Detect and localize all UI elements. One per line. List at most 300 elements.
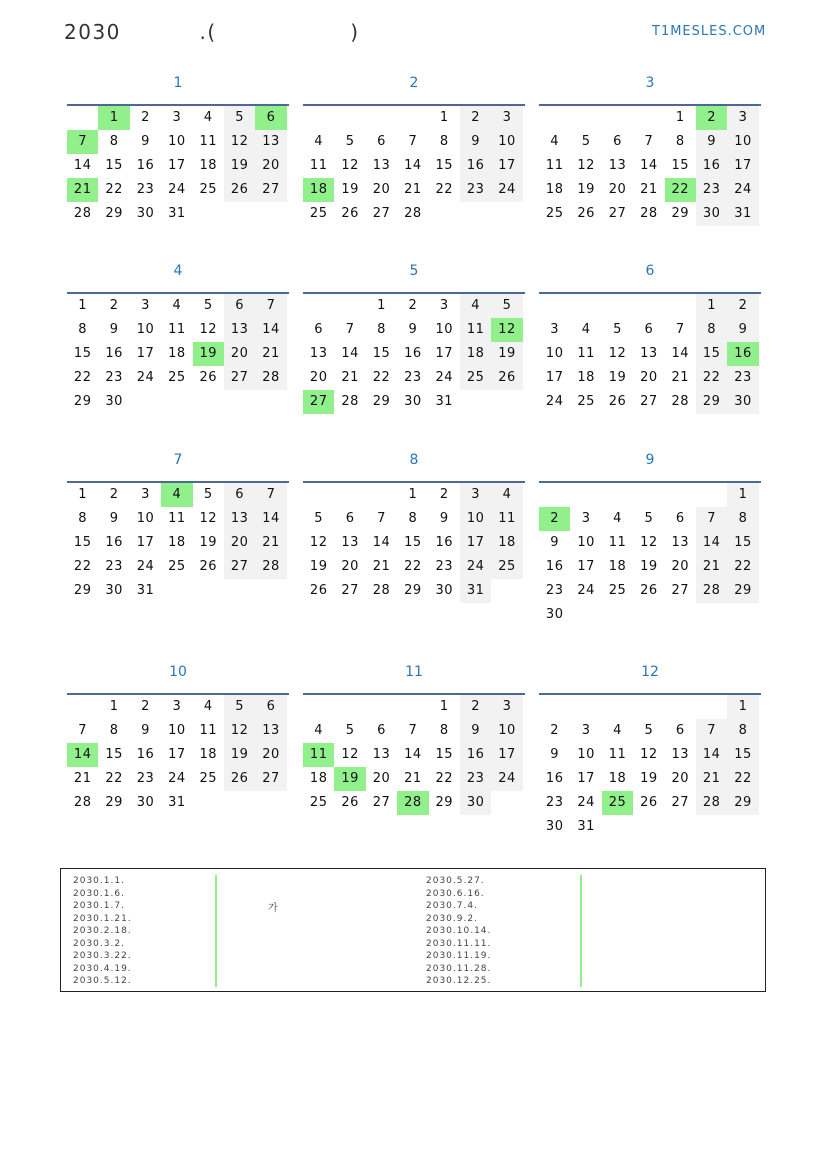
day-cell[interactable]: 26 — [491, 366, 522, 390]
day-cell[interactable]: 29 — [105, 795, 123, 810]
day-cell[interactable]: 24 — [460, 555, 491, 579]
day-cell[interactable]: 12 — [224, 130, 255, 154]
day-cell[interactable]: 30 — [136, 206, 155, 221]
day-cell[interactable]: 23 — [136, 182, 155, 197]
day-cell[interactable]: 21 — [696, 767, 727, 791]
day-cell[interactable]: 13 — [608, 158, 627, 173]
day-cell[interactable]: 29 — [404, 583, 422, 598]
day-cell[interactable]: 27 — [224, 555, 255, 579]
day-cell[interactable]: 29 — [73, 583, 92, 598]
day-cell[interactable]: 5 — [613, 322, 622, 337]
day-cell[interactable]: 30 — [545, 819, 564, 834]
day-cell[interactable]: 31 — [577, 819, 595, 834]
holiday-day-cell[interactable]: 14 — [67, 743, 98, 767]
day-cell[interactable]: 14 — [372, 535, 391, 550]
day-cell[interactable]: 18 — [199, 747, 218, 762]
day-cell[interactable]: 4 — [550, 134, 560, 149]
day-cell[interactable]: 9 — [109, 322, 119, 337]
day-cell[interactable]: 25 — [460, 366, 491, 390]
day-cell[interactable]: 11 — [577, 346, 595, 361]
day-cell[interactable]: 19 — [341, 182, 359, 197]
day-cell[interactable]: 5 — [345, 723, 355, 738]
holiday-day-cell[interactable]: 1 — [98, 106, 129, 130]
day-cell[interactable]: 16 — [460, 154, 491, 178]
day-cell[interactable]: 8 — [78, 511, 88, 526]
day-cell[interactable]: 13 — [671, 535, 690, 550]
day-cell[interactable]: 9 — [550, 747, 560, 762]
day-cell[interactable]: 18 — [545, 182, 564, 197]
day-cell[interactable]: 17 — [460, 531, 491, 555]
day-cell[interactable]: 27 — [224, 366, 255, 390]
day-cell[interactable]: 9 — [727, 318, 758, 342]
day-cell[interactable]: 21 — [696, 555, 727, 579]
day-cell[interactable]: 14 — [404, 747, 422, 762]
day-cell[interactable]: 11 — [491, 507, 522, 531]
day-cell[interactable]: 17 — [168, 158, 186, 173]
day-cell[interactable]: 9 — [141, 134, 150, 149]
holiday-day-cell[interactable]: 28 — [397, 791, 428, 815]
day-cell[interactable]: 22 — [105, 771, 123, 786]
day-cell[interactable]: 8 — [109, 723, 119, 738]
day-cell[interactable]: 10 — [545, 346, 564, 361]
day-cell[interactable]: 26 — [608, 394, 627, 409]
day-cell[interactable]: 28 — [255, 555, 286, 579]
day-cell[interactable]: 16 — [105, 346, 123, 361]
day-cell[interactable]: 30 — [105, 394, 123, 409]
day-cell[interactable]: 10 — [168, 134, 186, 149]
day-cell[interactable]: 18 — [608, 559, 627, 574]
day-cell[interactable]: 25 — [168, 370, 186, 385]
day-cell[interactable]: 26 — [640, 795, 658, 810]
day-cell[interactable]: 30 — [696, 202, 727, 226]
day-cell[interactable]: 9 — [696, 130, 727, 154]
day-cell[interactable]: 7 — [408, 134, 418, 149]
day-cell[interactable]: 7 — [255, 294, 286, 318]
day-cell[interactable]: 18 — [168, 346, 186, 361]
day-cell[interactable]: 14 — [255, 507, 286, 531]
day-cell[interactable]: 16 — [545, 771, 564, 786]
day-cell[interactable]: 7 — [408, 723, 418, 738]
day-cell[interactable]: 31 — [168, 795, 186, 810]
day-cell[interactable]: 16 — [105, 535, 123, 550]
day-cell[interactable]: 10 — [136, 322, 155, 337]
day-cell[interactable]: 2 — [460, 695, 491, 719]
day-cell[interactable]: 3 — [727, 106, 758, 130]
day-cell[interactable]: 27 — [341, 583, 359, 598]
day-cell[interactable]: 9 — [550, 535, 560, 550]
day-cell[interactable]: 5 — [581, 134, 591, 149]
day-cell[interactable]: 9 — [439, 511, 449, 526]
day-cell[interactable]: 10 — [491, 719, 522, 743]
day-cell[interactable]: 8 — [439, 723, 449, 738]
day-cell[interactable]: 27 — [255, 178, 286, 202]
day-cell[interactable]: 7 — [345, 322, 355, 337]
day-cell[interactable]: 20 — [671, 771, 690, 786]
day-cell[interactable]: 13 — [224, 507, 255, 531]
day-cell[interactable]: 1 — [675, 110, 685, 125]
day-cell[interactable]: 29 — [727, 791, 758, 815]
day-cell[interactable]: 1 — [439, 699, 449, 714]
holiday-day-cell[interactable]: 4 — [161, 483, 192, 507]
day-cell[interactable]: 7 — [78, 723, 88, 738]
day-cell[interactable]: 5 — [644, 723, 654, 738]
day-cell[interactable]: 13 — [341, 535, 359, 550]
day-cell[interactable]: 24 — [577, 795, 595, 810]
day-cell[interactable]: 4 — [203, 110, 213, 125]
day-cell[interactable]: 23 — [696, 178, 727, 202]
day-cell[interactable]: 15 — [435, 747, 454, 762]
day-cell[interactable]: 11 — [309, 158, 328, 173]
day-cell[interactable]: 21 — [404, 771, 422, 786]
holiday-day-cell[interactable]: 7 — [67, 130, 98, 154]
holiday-day-cell[interactable]: 6 — [255, 106, 286, 130]
day-cell[interactable]: 22 — [696, 366, 727, 390]
day-cell[interactable]: 12 — [309, 535, 328, 550]
day-cell[interactable]: 3 — [550, 322, 560, 337]
day-cell[interactable]: 28 — [696, 579, 727, 603]
day-cell[interactable]: 24 — [168, 182, 186, 197]
day-cell[interactable]: 29 — [727, 579, 758, 603]
day-cell[interactable]: 6 — [255, 695, 286, 719]
day-cell[interactable]: 3 — [581, 723, 591, 738]
holiday-day-cell[interactable]: 22 — [665, 178, 696, 202]
day-cell[interactable]: 1 — [727, 483, 758, 507]
day-cell[interactable]: 31 — [168, 206, 186, 221]
day-cell[interactable]: 17 — [577, 771, 595, 786]
day-cell[interactable]: 25 — [199, 771, 218, 786]
day-cell[interactable]: 2 — [439, 487, 449, 502]
holiday-day-cell[interactable]: 18 — [303, 178, 334, 202]
day-cell[interactable]: 3 — [141, 298, 150, 313]
day-cell[interactable]: 16 — [545, 559, 564, 574]
day-cell[interactable]: 2 — [141, 699, 150, 714]
day-cell[interactable]: 15 — [105, 747, 123, 762]
day-cell[interactable]: 21 — [73, 771, 92, 786]
day-cell[interactable]: 11 — [199, 134, 218, 149]
day-cell[interactable]: 2 — [109, 487, 119, 502]
day-cell[interactable]: 14 — [640, 158, 658, 173]
day-cell[interactable]: 7 — [696, 719, 727, 743]
day-cell[interactable]: 30 — [435, 583, 454, 598]
day-cell[interactable]: 1 — [109, 699, 119, 714]
day-cell[interactable]: 14 — [341, 346, 359, 361]
holiday-day-cell[interactable]: 2 — [539, 507, 570, 531]
day-cell[interactable]: 24 — [491, 767, 522, 791]
day-cell[interactable]: 30 — [105, 583, 123, 598]
day-cell[interactable]: 4 — [581, 322, 591, 337]
day-cell[interactable]: 6 — [314, 322, 324, 337]
day-cell[interactable]: 3 — [491, 695, 522, 719]
day-cell[interactable]: 17 — [577, 559, 595, 574]
day-cell[interactable]: 24 — [491, 178, 522, 202]
day-cell[interactable]: 14 — [696, 531, 727, 555]
day-cell[interactable]: 6 — [377, 134, 386, 149]
day-cell[interactable]: 28 — [255, 366, 286, 390]
day-cell[interactable]: 30 — [727, 390, 758, 414]
day-cell[interactable]: 11 — [460, 318, 491, 342]
day-cell[interactable]: 27 — [608, 206, 627, 221]
day-cell[interactable]: 6 — [675, 511, 685, 526]
day-cell[interactable]: 26 — [577, 206, 595, 221]
day-cell[interactable]: 28 — [73, 206, 92, 221]
day-cell[interactable]: 19 — [640, 559, 658, 574]
day-cell[interactable]: 10 — [577, 747, 595, 762]
day-cell[interactable]: 15 — [404, 535, 422, 550]
day-cell[interactable]: 13 — [372, 158, 391, 173]
day-cell[interactable]: 4 — [314, 134, 324, 149]
day-cell[interactable]: 1 — [727, 695, 758, 719]
holiday-day-cell[interactable]: 19 — [334, 767, 365, 791]
day-cell[interactable]: 20 — [372, 771, 391, 786]
day-cell[interactable]: 6 — [345, 511, 355, 526]
day-cell[interactable]: 4 — [613, 723, 622, 738]
day-cell[interactable]: 15 — [105, 158, 123, 173]
day-cell[interactable]: 17 — [168, 747, 186, 762]
day-cell[interactable]: 20 — [309, 370, 328, 385]
day-cell[interactable]: 14 — [696, 743, 727, 767]
day-cell[interactable]: 5 — [224, 695, 255, 719]
day-cell[interactable]: 7 — [255, 483, 286, 507]
day-cell[interactable]: 13 — [671, 747, 690, 762]
day-cell[interactable]: 1 — [439, 110, 449, 125]
day-cell[interactable]: 5 — [203, 298, 213, 313]
day-cell[interactable]: 14 — [255, 318, 286, 342]
day-cell[interactable]: 18 — [168, 535, 186, 550]
day-cell[interactable]: 20 — [640, 370, 658, 385]
day-cell[interactable]: 31 — [435, 394, 454, 409]
day-cell[interactable]: 2 — [141, 110, 150, 125]
day-cell[interactable]: 8 — [78, 322, 88, 337]
day-cell[interactable]: 20 — [255, 743, 286, 767]
day-cell[interactable]: 27 — [640, 394, 658, 409]
holiday-day-cell[interactable]: 16 — [727, 342, 758, 366]
day-cell[interactable]: 18 — [577, 370, 595, 385]
day-cell[interactable]: 26 — [640, 583, 658, 598]
day-cell[interactable]: 20 — [341, 559, 359, 574]
day-cell[interactable]: 24 — [168, 771, 186, 786]
day-cell[interactable]: 12 — [224, 719, 255, 743]
day-cell[interactable]: 13 — [224, 318, 255, 342]
day-cell[interactable]: 19 — [608, 370, 627, 385]
day-cell[interactable]: 8 — [727, 507, 758, 531]
day-cell[interactable]: 7 — [644, 134, 654, 149]
day-cell[interactable]: 1 — [696, 294, 727, 318]
day-cell[interactable]: 2 — [727, 294, 758, 318]
day-cell[interactable]: 17 — [545, 370, 564, 385]
day-cell[interactable]: 28 — [341, 394, 359, 409]
day-cell[interactable]: 22 — [435, 182, 454, 197]
day-cell[interactable]: 20 — [224, 531, 255, 555]
day-cell[interactable]: 22 — [105, 182, 123, 197]
day-cell[interactable]: 10 — [435, 322, 454, 337]
day-cell[interactable]: 8 — [439, 134, 449, 149]
holiday-day-cell[interactable]: 11 — [303, 743, 334, 767]
day-cell[interactable]: 3 — [460, 483, 491, 507]
day-cell[interactable]: 18 — [309, 771, 328, 786]
day-cell[interactable]: 6 — [224, 483, 255, 507]
day-cell[interactable]: 21 — [640, 182, 658, 197]
day-cell[interactable]: 24 — [136, 559, 155, 574]
day-cell[interactable]: 12 — [577, 158, 595, 173]
day-cell[interactable]: 3 — [491, 106, 522, 130]
day-cell[interactable]: 17 — [136, 346, 155, 361]
day-cell[interactable]: 22 — [435, 771, 454, 786]
day-cell[interactable]: 28 — [372, 583, 391, 598]
day-cell[interactable]: 4 — [203, 699, 213, 714]
day-cell[interactable]: 19 — [309, 559, 328, 574]
day-cell[interactable]: 5 — [644, 511, 654, 526]
day-cell[interactable]: 3 — [172, 110, 182, 125]
day-cell[interactable]: 31 — [136, 583, 155, 598]
day-cell[interactable]: 13 — [372, 747, 391, 762]
day-cell[interactable]: 9 — [109, 511, 119, 526]
day-cell[interactable]: 13 — [255, 130, 286, 154]
day-cell[interactable]: 25 — [577, 394, 595, 409]
day-cell[interactable]: 6 — [613, 134, 622, 149]
day-cell[interactable]: 22 — [73, 370, 92, 385]
day-cell[interactable]: 24 — [545, 394, 564, 409]
day-cell[interactable]: 21 — [671, 370, 690, 385]
day-cell[interactable]: 11 — [545, 158, 564, 173]
day-cell[interactable]: 19 — [491, 342, 522, 366]
day-cell[interactable]: 8 — [109, 134, 119, 149]
day-cell[interactable]: 2 — [550, 723, 560, 738]
day-cell[interactable]: 21 — [372, 559, 391, 574]
day-cell[interactable]: 15 — [727, 743, 758, 767]
day-cell[interactable]: 16 — [460, 743, 491, 767]
day-cell[interactable]: 3 — [141, 487, 150, 502]
day-cell[interactable]: 1 — [78, 298, 88, 313]
day-cell[interactable]: 22 — [372, 370, 391, 385]
day-cell[interactable]: 17 — [491, 154, 522, 178]
day-cell[interactable]: 22 — [404, 559, 422, 574]
day-cell[interactable]: 6 — [224, 294, 255, 318]
day-cell[interactable]: 14 — [671, 346, 690, 361]
day-cell[interactable]: 16 — [404, 346, 422, 361]
day-cell[interactable]: 25 — [545, 206, 564, 221]
day-cell[interactable]: 4 — [172, 298, 182, 313]
day-cell[interactable]: 23 — [727, 366, 758, 390]
day-cell[interactable]: 29 — [73, 394, 92, 409]
day-cell[interactable]: 23 — [545, 583, 564, 598]
day-cell[interactable]: 5 — [491, 294, 522, 318]
day-cell[interactable]: 25 — [608, 583, 627, 598]
day-cell[interactable]: 20 — [608, 182, 627, 197]
day-cell[interactable]: 15 — [671, 158, 690, 173]
day-cell[interactable]: 16 — [136, 747, 155, 762]
day-cell[interactable]: 2 — [109, 298, 119, 313]
day-cell[interactable]: 24 — [727, 178, 758, 202]
day-cell[interactable]: 23 — [404, 370, 422, 385]
day-cell[interactable]: 9 — [408, 322, 418, 337]
day-cell[interactable]: 25 — [309, 206, 328, 221]
day-cell[interactable]: 13 — [309, 346, 328, 361]
day-cell[interactable]: 10 — [577, 535, 595, 550]
day-cell[interactable]: 28 — [404, 206, 422, 221]
day-cell[interactable]: 8 — [377, 322, 386, 337]
day-cell[interactable]: 12 — [199, 322, 218, 337]
day-cell[interactable]: 8 — [408, 511, 418, 526]
day-cell[interactable]: 24 — [136, 370, 155, 385]
day-cell[interactable]: 26 — [341, 206, 359, 221]
holiday-day-cell[interactable]: 12 — [491, 318, 522, 342]
day-cell[interactable]: 9 — [460, 130, 491, 154]
day-cell[interactable]: 19 — [577, 182, 595, 197]
day-cell[interactable]: 31 — [460, 579, 491, 603]
day-cell[interactable]: 19 — [224, 154, 255, 178]
day-cell[interactable]: 7 — [377, 511, 386, 526]
day-cell[interactable]: 14 — [404, 158, 422, 173]
day-cell[interactable]: 16 — [136, 158, 155, 173]
day-cell[interactable]: 19 — [224, 743, 255, 767]
day-cell[interactable]: 25 — [491, 555, 522, 579]
day-cell[interactable]: 25 — [199, 182, 218, 197]
holiday-day-cell[interactable]: 21 — [67, 178, 98, 202]
day-cell[interactable]: 15 — [435, 158, 454, 173]
day-cell[interactable]: 23 — [460, 767, 491, 791]
day-cell[interactable]: 4 — [491, 483, 522, 507]
day-cell[interactable]: 1 — [408, 487, 418, 502]
day-cell[interactable]: 12 — [199, 511, 218, 526]
day-cell[interactable]: 29 — [671, 206, 690, 221]
day-cell[interactable]: 26 — [341, 795, 359, 810]
day-cell[interactable]: 8 — [727, 719, 758, 743]
day-cell[interactable]: 26 — [199, 559, 218, 574]
day-cell[interactable]: 26 — [199, 370, 218, 385]
day-cell[interactable]: 3 — [172, 699, 182, 714]
day-cell[interactable]: 29 — [435, 795, 454, 810]
day-cell[interactable]: 10 — [168, 723, 186, 738]
day-cell[interactable]: 7 — [696, 507, 727, 531]
day-cell[interactable]: 28 — [696, 791, 727, 815]
day-cell[interactable]: 15 — [372, 346, 391, 361]
day-cell[interactable]: 23 — [460, 178, 491, 202]
day-cell[interactable]: 18 — [199, 158, 218, 173]
day-cell[interactable]: 10 — [460, 507, 491, 531]
day-cell[interactable]: 30 — [460, 791, 491, 815]
day-cell[interactable]: 23 — [545, 795, 564, 810]
day-cell[interactable]: 20 — [671, 559, 690, 574]
day-cell[interactable]: 22 — [727, 767, 758, 791]
day-cell[interactable]: 11 — [168, 511, 186, 526]
day-cell[interactable]: 20 — [255, 154, 286, 178]
day-cell[interactable]: 27 — [671, 795, 690, 810]
day-cell[interactable]: 6 — [675, 723, 685, 738]
day-cell[interactable]: 26 — [224, 178, 255, 202]
day-cell[interactable]: 12 — [640, 747, 658, 762]
day-cell[interactable]: 12 — [341, 747, 359, 762]
day-cell[interactable]: 2 — [408, 298, 418, 313]
holiday-day-cell[interactable]: 2 — [696, 106, 727, 130]
day-cell[interactable]: 16 — [696, 154, 727, 178]
day-cell[interactable]: 21 — [255, 342, 286, 366]
day-cell[interactable]: 7 — [675, 322, 685, 337]
day-cell[interactable]: 13 — [255, 719, 286, 743]
day-cell[interactable]: 31 — [727, 202, 758, 226]
day-cell[interactable]: 5 — [203, 487, 213, 502]
day-cell[interactable]: 21 — [341, 370, 359, 385]
day-cell[interactable]: 22 — [73, 559, 92, 574]
day-cell[interactable]: 30 — [545, 607, 564, 622]
day-cell[interactable]: 23 — [435, 559, 454, 574]
day-cell[interactable]: 29 — [105, 206, 123, 221]
day-cell[interactable]: 5 — [314, 511, 324, 526]
day-cell[interactable]: 3 — [581, 511, 591, 526]
day-cell[interactable]: 23 — [105, 559, 123, 574]
day-cell[interactable]: 15 — [727, 531, 758, 555]
day-cell[interactable]: 18 — [460, 342, 491, 366]
day-cell[interactable]: 27 — [372, 206, 391, 221]
